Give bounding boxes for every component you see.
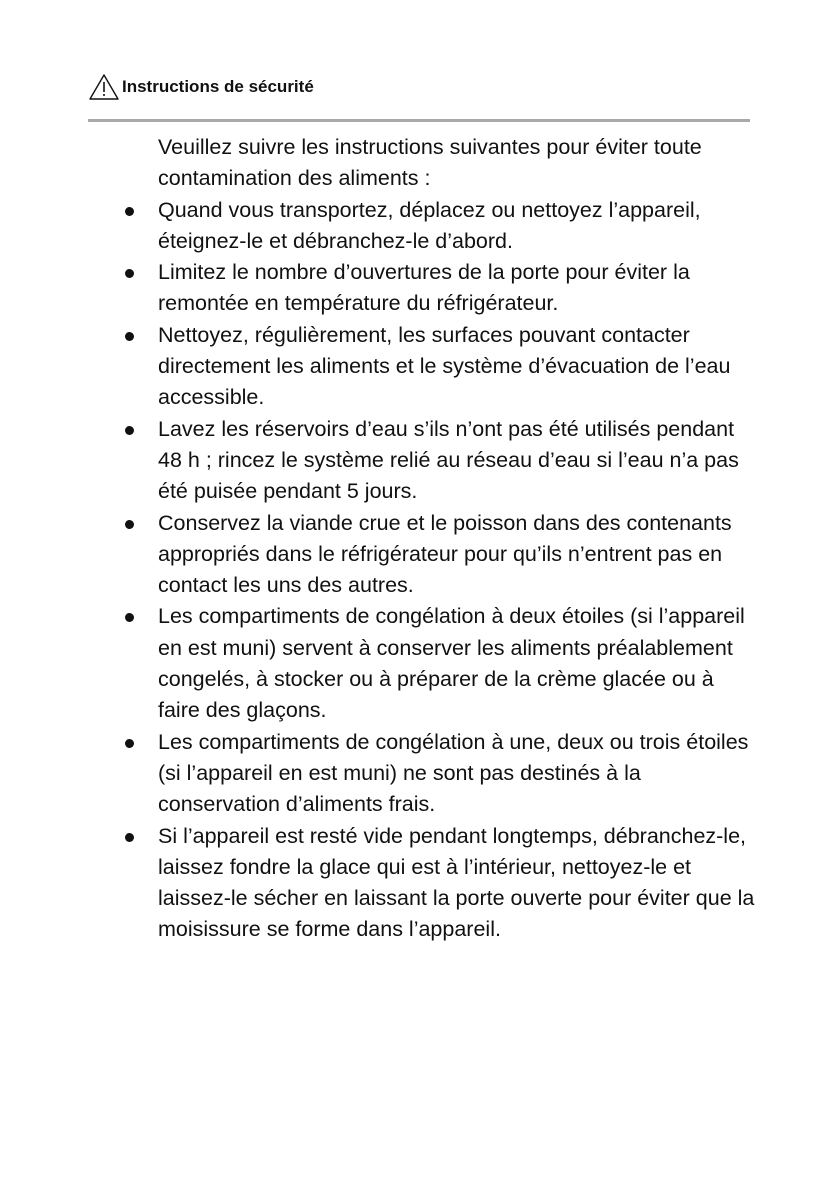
section-header (88, 72, 314, 102)
list-item (158, 257, 758, 320)
list-item-text: Limitez le nombre d’ouvertures de la porte pour éviter la remontée en température du réfrigérateur. (158, 260, 690, 316)
list-item (158, 414, 758, 508)
list-item (158, 195, 758, 258)
list-item (158, 508, 758, 602)
list-item-text: Lavez les réservoirs d’eau s’ils n’ont pas été utilisés pendant 48 h ; rincez le système relié au réseau d’eau si l’eau n’a pas été puisée pendant 5 jours. (158, 416, 739, 504)
list-item (158, 320, 758, 414)
list-item (158, 727, 758, 821)
list-item-text: Les compartiments de congélation à une, deux ou trois étoiles (si l’appareil en est muni) ne sont pas destinés à la conservation d’aliments frais. (158, 729, 749, 817)
bullet-icon (125, 332, 134, 341)
list-item-text: Conservez la viande crue et le poisson dans des contenants appropriés dans le réfrigérateur pour qu’ils n’entrent pas en contact les uns des autres. (158, 510, 732, 598)
section-title: Instructions de sécurité (122, 77, 314, 96)
list-item-text: Nettoyez, régulièrement, les surfaces pouvant contacter directement les aliments et le système d’évacuation de l’eau accessible. (158, 322, 731, 410)
list-item (158, 601, 758, 726)
list-item (158, 821, 758, 946)
list-item-text: Les compartiments de congélation à deux étoiles (si l’appareil en est muni) servent à conserver les aliments préalablement congelés, à stocker ou à préparer de la crème glacée ou à faire des glaçons. (158, 604, 745, 723)
list-item-text: Quand vous transportez, déplacez ou nettoyez l’appareil, éteignez-le et débranchez-le d’abord. (158, 197, 701, 253)
bullet-icon (125, 833, 134, 842)
list-item-text: Si l’appareil est resté vide pendant longtemps, débranchez-le, laissez fondre la glace qui est à l’intérieur, nettoyez-le et laissez-le sécher en laissant la porte ouverte pour éviter que la moisissure se forme dans l’appareil. (158, 823, 755, 942)
bullet-icon (125, 269, 134, 278)
bullet-icon (125, 739, 134, 748)
bullet-icon (125, 426, 134, 435)
bullet-icon (125, 207, 134, 216)
bullet-icon (125, 613, 134, 622)
safety-content (158, 132, 758, 946)
header-divider (88, 119, 750, 122)
safety-list (158, 195, 758, 946)
bullet-icon (125, 520, 134, 529)
intro-paragraph: Veuillez suivre les instructions suivantes pour éviter toute contamination des aliments : (158, 135, 702, 191)
warning-triangle-icon (88, 73, 120, 101)
